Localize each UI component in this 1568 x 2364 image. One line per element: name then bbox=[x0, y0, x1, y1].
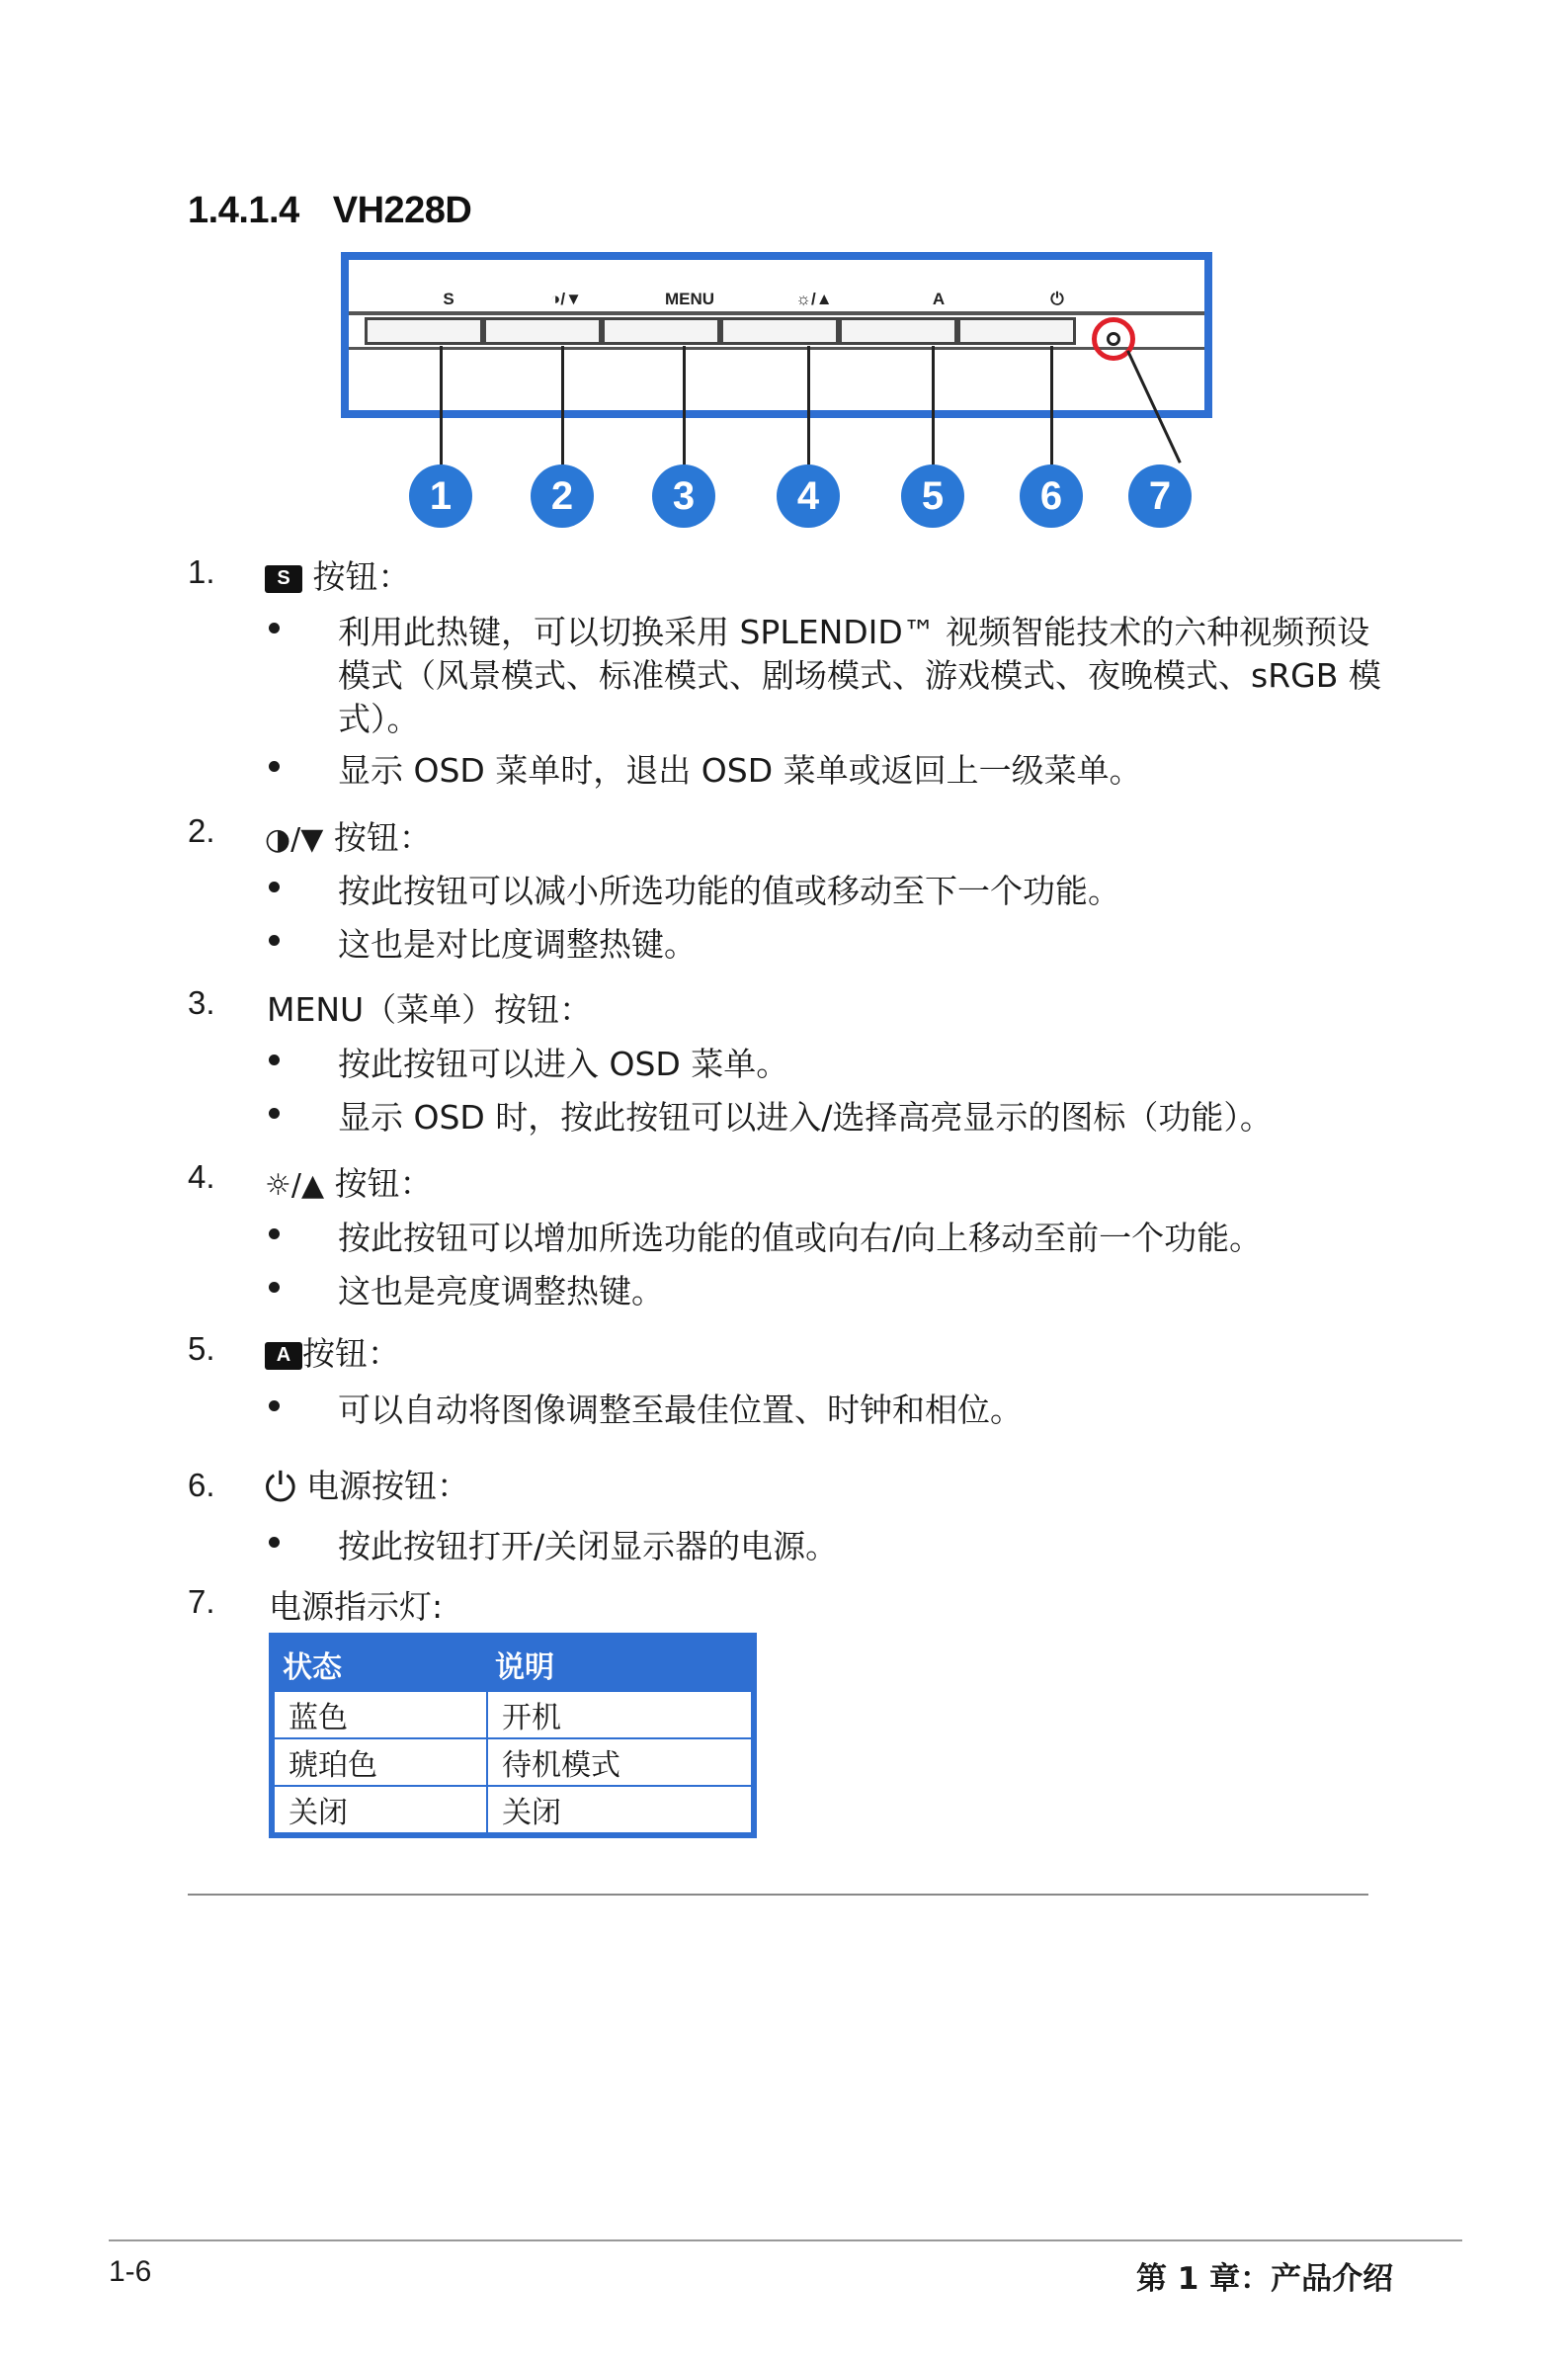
callout-2: 2 bbox=[531, 464, 594, 528]
item-5-heading bbox=[265, 1328, 400, 1375]
table-header: 状态 bbox=[272, 1636, 487, 1691]
item-1-number: 1. bbox=[188, 553, 215, 590]
bullet bbox=[269, 935, 280, 946]
splendid-icon: S bbox=[265, 565, 302, 593]
item-5-number: 5. bbox=[188, 1330, 215, 1367]
brightness-up-icon: ☼/▲ bbox=[795, 290, 833, 308]
callout-line-4 bbox=[807, 346, 810, 464]
section-heading bbox=[188, 190, 471, 232]
bullet bbox=[269, 882, 280, 892]
footer-divider bbox=[109, 2239, 1462, 2241]
panel-button-2 bbox=[483, 317, 602, 345]
item-5-bullet-1: 可以自动将图像调整至最佳位置、时钟和相位。 bbox=[338, 1391, 1023, 1429]
callout-line-5 bbox=[932, 346, 935, 464]
item-3-number: 3. bbox=[188, 984, 215, 1021]
table-cell: 关闭 bbox=[487, 1786, 754, 1835]
bullet bbox=[269, 1400, 280, 1411]
table-cell: 待机模式 bbox=[487, 1738, 754, 1786]
panel-button-6 bbox=[957, 317, 1076, 345]
bullet bbox=[269, 1055, 280, 1065]
table-cell: 关闭 bbox=[272, 1786, 487, 1835]
item-5-label: 按钮： bbox=[302, 1334, 400, 1373]
power-icon: ⏻ bbox=[265, 1465, 296, 1511]
item-4-heading bbox=[265, 1158, 433, 1205]
bullet bbox=[269, 761, 280, 772]
chapter-title: 第 1 章：产品介绍 bbox=[1136, 2261, 1394, 2297]
callout-6: 6 bbox=[1020, 464, 1083, 528]
callout-5: 5 bbox=[901, 464, 964, 528]
item-4-label: 按钮： bbox=[334, 1164, 433, 1203]
bullet bbox=[269, 1282, 280, 1293]
item-7-label: 电源指示灯: bbox=[269, 1587, 444, 1626]
bullet bbox=[269, 623, 280, 633]
item-1-bullet-1-line-2: 模式（风景模式、标准模式、剧场模式、游戏模式、夜晚模式、sRGB 模 bbox=[338, 656, 1381, 695]
panel-button-5 bbox=[839, 317, 957, 345]
table-row bbox=[272, 1786, 754, 1835]
callout-line-2 bbox=[561, 346, 564, 464]
section-title: VH228D bbox=[332, 190, 472, 231]
item-2-label: 按钮： bbox=[333, 818, 432, 857]
item-6-number: 6. bbox=[188, 1467, 215, 1503]
callout-line-6 bbox=[1050, 346, 1053, 464]
bezel-line-top bbox=[349, 311, 1204, 315]
item-3-bullet-2: 显示 OSD 时，按此按钮可以进入/选择高亮显示的图标（功能）。 bbox=[338, 1098, 1273, 1137]
panel-button-4 bbox=[720, 317, 839, 345]
item-2-bullet-2: 这也是对比度调整热键。 bbox=[338, 925, 697, 964]
item-7-number: 7. bbox=[188, 1583, 215, 1620]
front-panel-diagram bbox=[341, 252, 1212, 418]
panel-button-3 bbox=[602, 317, 720, 345]
power-icon: ⏻ bbox=[1050, 290, 1064, 308]
table-row bbox=[272, 1691, 754, 1738]
item-1-bullet-2: 显示 OSD 菜单时，退出 OSD 菜单或返回上一级菜单。 bbox=[338, 751, 1142, 790]
table-header-row bbox=[272, 1636, 754, 1691]
page-number: 1-6 bbox=[109, 2255, 152, 2288]
callout-7: 7 bbox=[1128, 464, 1192, 528]
item-6-label: 电源按钮： bbox=[306, 1467, 470, 1505]
item-4-bullet-1: 按此按钮可以增加所选功能的值或向右/向上移动至前一个功能。 bbox=[338, 1219, 1263, 1257]
auto-adjust-icon: A bbox=[265, 1342, 302, 1370]
table-cell: 蓝色 bbox=[272, 1691, 487, 1738]
callout-1: 1 bbox=[409, 464, 472, 528]
item-3-bullet-1: 按此按钮可以进入 OSD 菜单。 bbox=[338, 1045, 789, 1083]
callout-3: 3 bbox=[652, 464, 715, 528]
item-2-bullet-1: 按此按钮可以减小所选功能的值或移动至下一个功能。 bbox=[338, 872, 1120, 910]
power-indicator-table bbox=[269, 1633, 757, 1838]
power-led bbox=[1107, 332, 1120, 346]
section-number: 1.4.1.4 bbox=[188, 190, 299, 231]
table-row bbox=[272, 1738, 754, 1786]
item-4-number: 4. bbox=[188, 1158, 215, 1195]
bullet bbox=[269, 1537, 280, 1548]
item-1-heading bbox=[265, 551, 411, 598]
bullet bbox=[269, 1228, 280, 1239]
table-header: 说明 bbox=[487, 1636, 754, 1691]
item-6-bullet-1: 按此按钮打开/关闭显示器的电源。 bbox=[338, 1527, 839, 1565]
bullet bbox=[269, 1108, 280, 1119]
callout-line-1 bbox=[440, 346, 443, 464]
item-1-bullet-1-line-1: 利用此热键，可以切换采用 SPLENDID™ 视频智能技术的六种视频预设 bbox=[338, 613, 1370, 651]
panel-bezel bbox=[349, 260, 1204, 410]
item-6-heading bbox=[265, 1461, 469, 1511]
bezel-line-bottom bbox=[349, 347, 1204, 350]
contrast-down-icon: ◑/▼ bbox=[265, 822, 324, 857]
contrast-down-icon: ◑/▼ bbox=[550, 290, 582, 308]
item-1-label: 按钮： bbox=[312, 557, 411, 596]
item-4-bullet-2: 这也是亮度调整热键。 bbox=[338, 1272, 664, 1310]
brightness-up-icon: ☼/▲ bbox=[265, 1168, 325, 1203]
table-cell: 琥珀色 bbox=[272, 1738, 487, 1786]
item-1-bullet-1-line-3: 式）。 bbox=[338, 700, 420, 738]
table-cell: 开机 bbox=[487, 1691, 754, 1738]
item-2-number: 2. bbox=[188, 812, 215, 849]
splendid-icon: S bbox=[443, 290, 454, 308]
callout-line-3 bbox=[683, 346, 686, 464]
callout-4: 4 bbox=[777, 464, 840, 528]
item-3-label: MENU（菜单）按钮： bbox=[267, 990, 593, 1029]
item-2-heading bbox=[265, 812, 432, 859]
divider bbox=[188, 1894, 1368, 1896]
panel-button-1 bbox=[365, 317, 483, 345]
menu-label: MENU bbox=[664, 290, 715, 308]
auto-adjust-icon: A bbox=[932, 290, 946, 308]
